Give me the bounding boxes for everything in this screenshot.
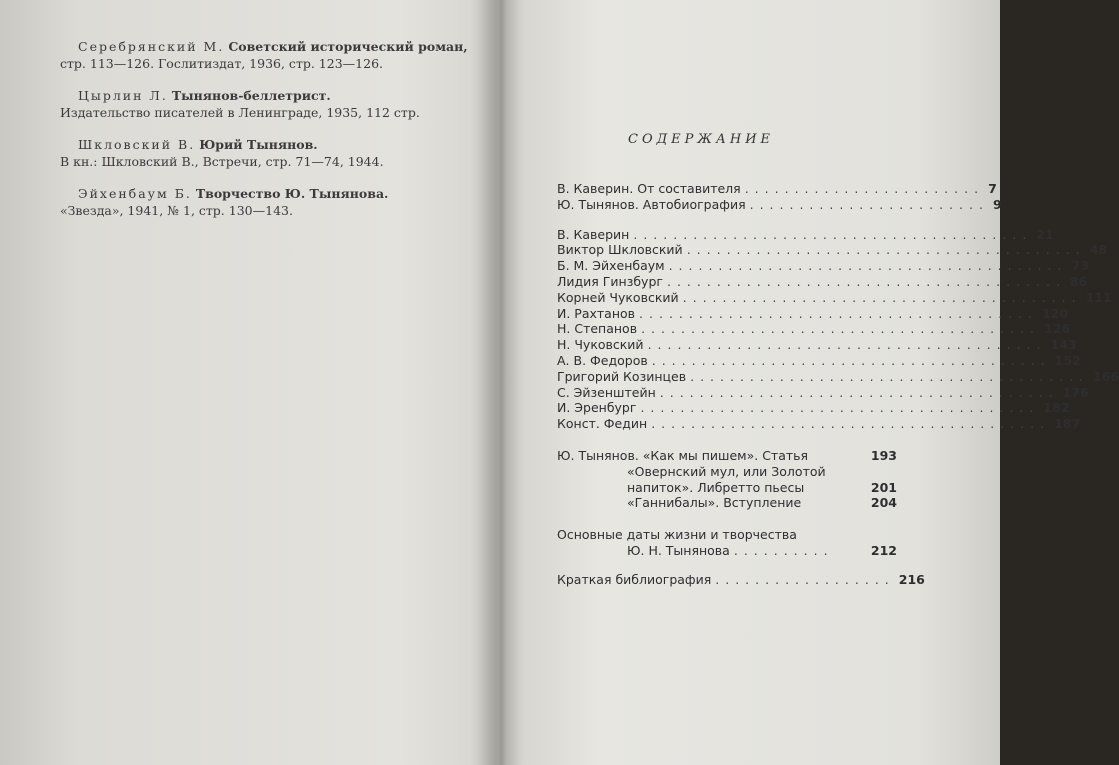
toc-row: «Ганнибалы». Вступление 204 — [627, 495, 897, 511]
toc-row: Ю. Тынянов. «Как мы пишем». Статья 193 — [557, 447, 897, 463]
toc-row: А. В. Федоров ........................................ 152 — [557, 352, 1081, 368]
left-page — [0, 0, 500, 765]
toc-row: В. Каверин. От составителя ........................ 7 — [557, 181, 997, 196]
toc-title: СОДЕРЖАНИЕ — [628, 132, 775, 147]
bib-entry: Шкловский В. Юрий Тынянов. В кн.: Шкловский В., Встречи, стр. 71—74, 1944. — [60, 137, 384, 169]
toc-row: Ю. Тынянов. Автобиография ........................ 9 — [557, 196, 1002, 212]
toc-row: «Овернский мул, или Золотой — [627, 463, 826, 479]
bib-entry: Цырлин Л. Тынянов-беллетрист. Издательство писателей в Ленинграде, 1935, 112 стр. — [60, 88, 420, 120]
bibliography-list — [60, 38, 480, 234]
toc-row: Конст. Федин ........................................ 187 — [557, 416, 1081, 432]
toc-row: Краткая библиография .................. 216 — [557, 571, 925, 587]
bib-entry: Эйхенбаум Б. Творчество Ю. Тынянова. «Звезда», 1941, № 1, стр. 130—143. — [60, 186, 389, 218]
toc-row: Корней Чуковский ........................................ 111 — [557, 289, 1112, 305]
toc-row: Основные даты жизни и творчества — [557, 527, 797, 543]
bib-entry: Серебрянский М. Советский исторический роман, стр. 113—126. Гослитиздат, 1936, стр. 123—126. — [60, 39, 468, 71]
toc-row: Ю. Н. Тынянова .......... 212 — [627, 542, 897, 558]
toc-row: И. Рахтанов ........................................ 120 — [557, 305, 1069, 321]
toc-row: Н. Степанов ........................................ 126 — [557, 321, 1071, 337]
toc-row: С. Эйзенштейн ........................................ 176 — [557, 384, 1089, 400]
toc-row: напиток». Либретто пьесы 201 — [627, 479, 897, 495]
toc-row: Н. Чуковский ........................................ 143 — [557, 337, 1077, 353]
toc-row: Виктор Шкловский ........................................ 48 — [557, 242, 1108, 258]
toc-row: Б. М. Эйхенбаум ........................................ 73 — [557, 258, 1089, 274]
toc-row: В. Каверин ........................................ 21 — [557, 226, 1054, 242]
table-of-contents — [557, 181, 1119, 588]
toc-row: Лидия Гинзбург ........................................ 86 — [557, 273, 1088, 289]
toc-row: Григорий Козинцев ........................................ 166 — [557, 368, 1119, 384]
toc-row: И. Эренбург ........................................ 182 — [557, 400, 1070, 416]
